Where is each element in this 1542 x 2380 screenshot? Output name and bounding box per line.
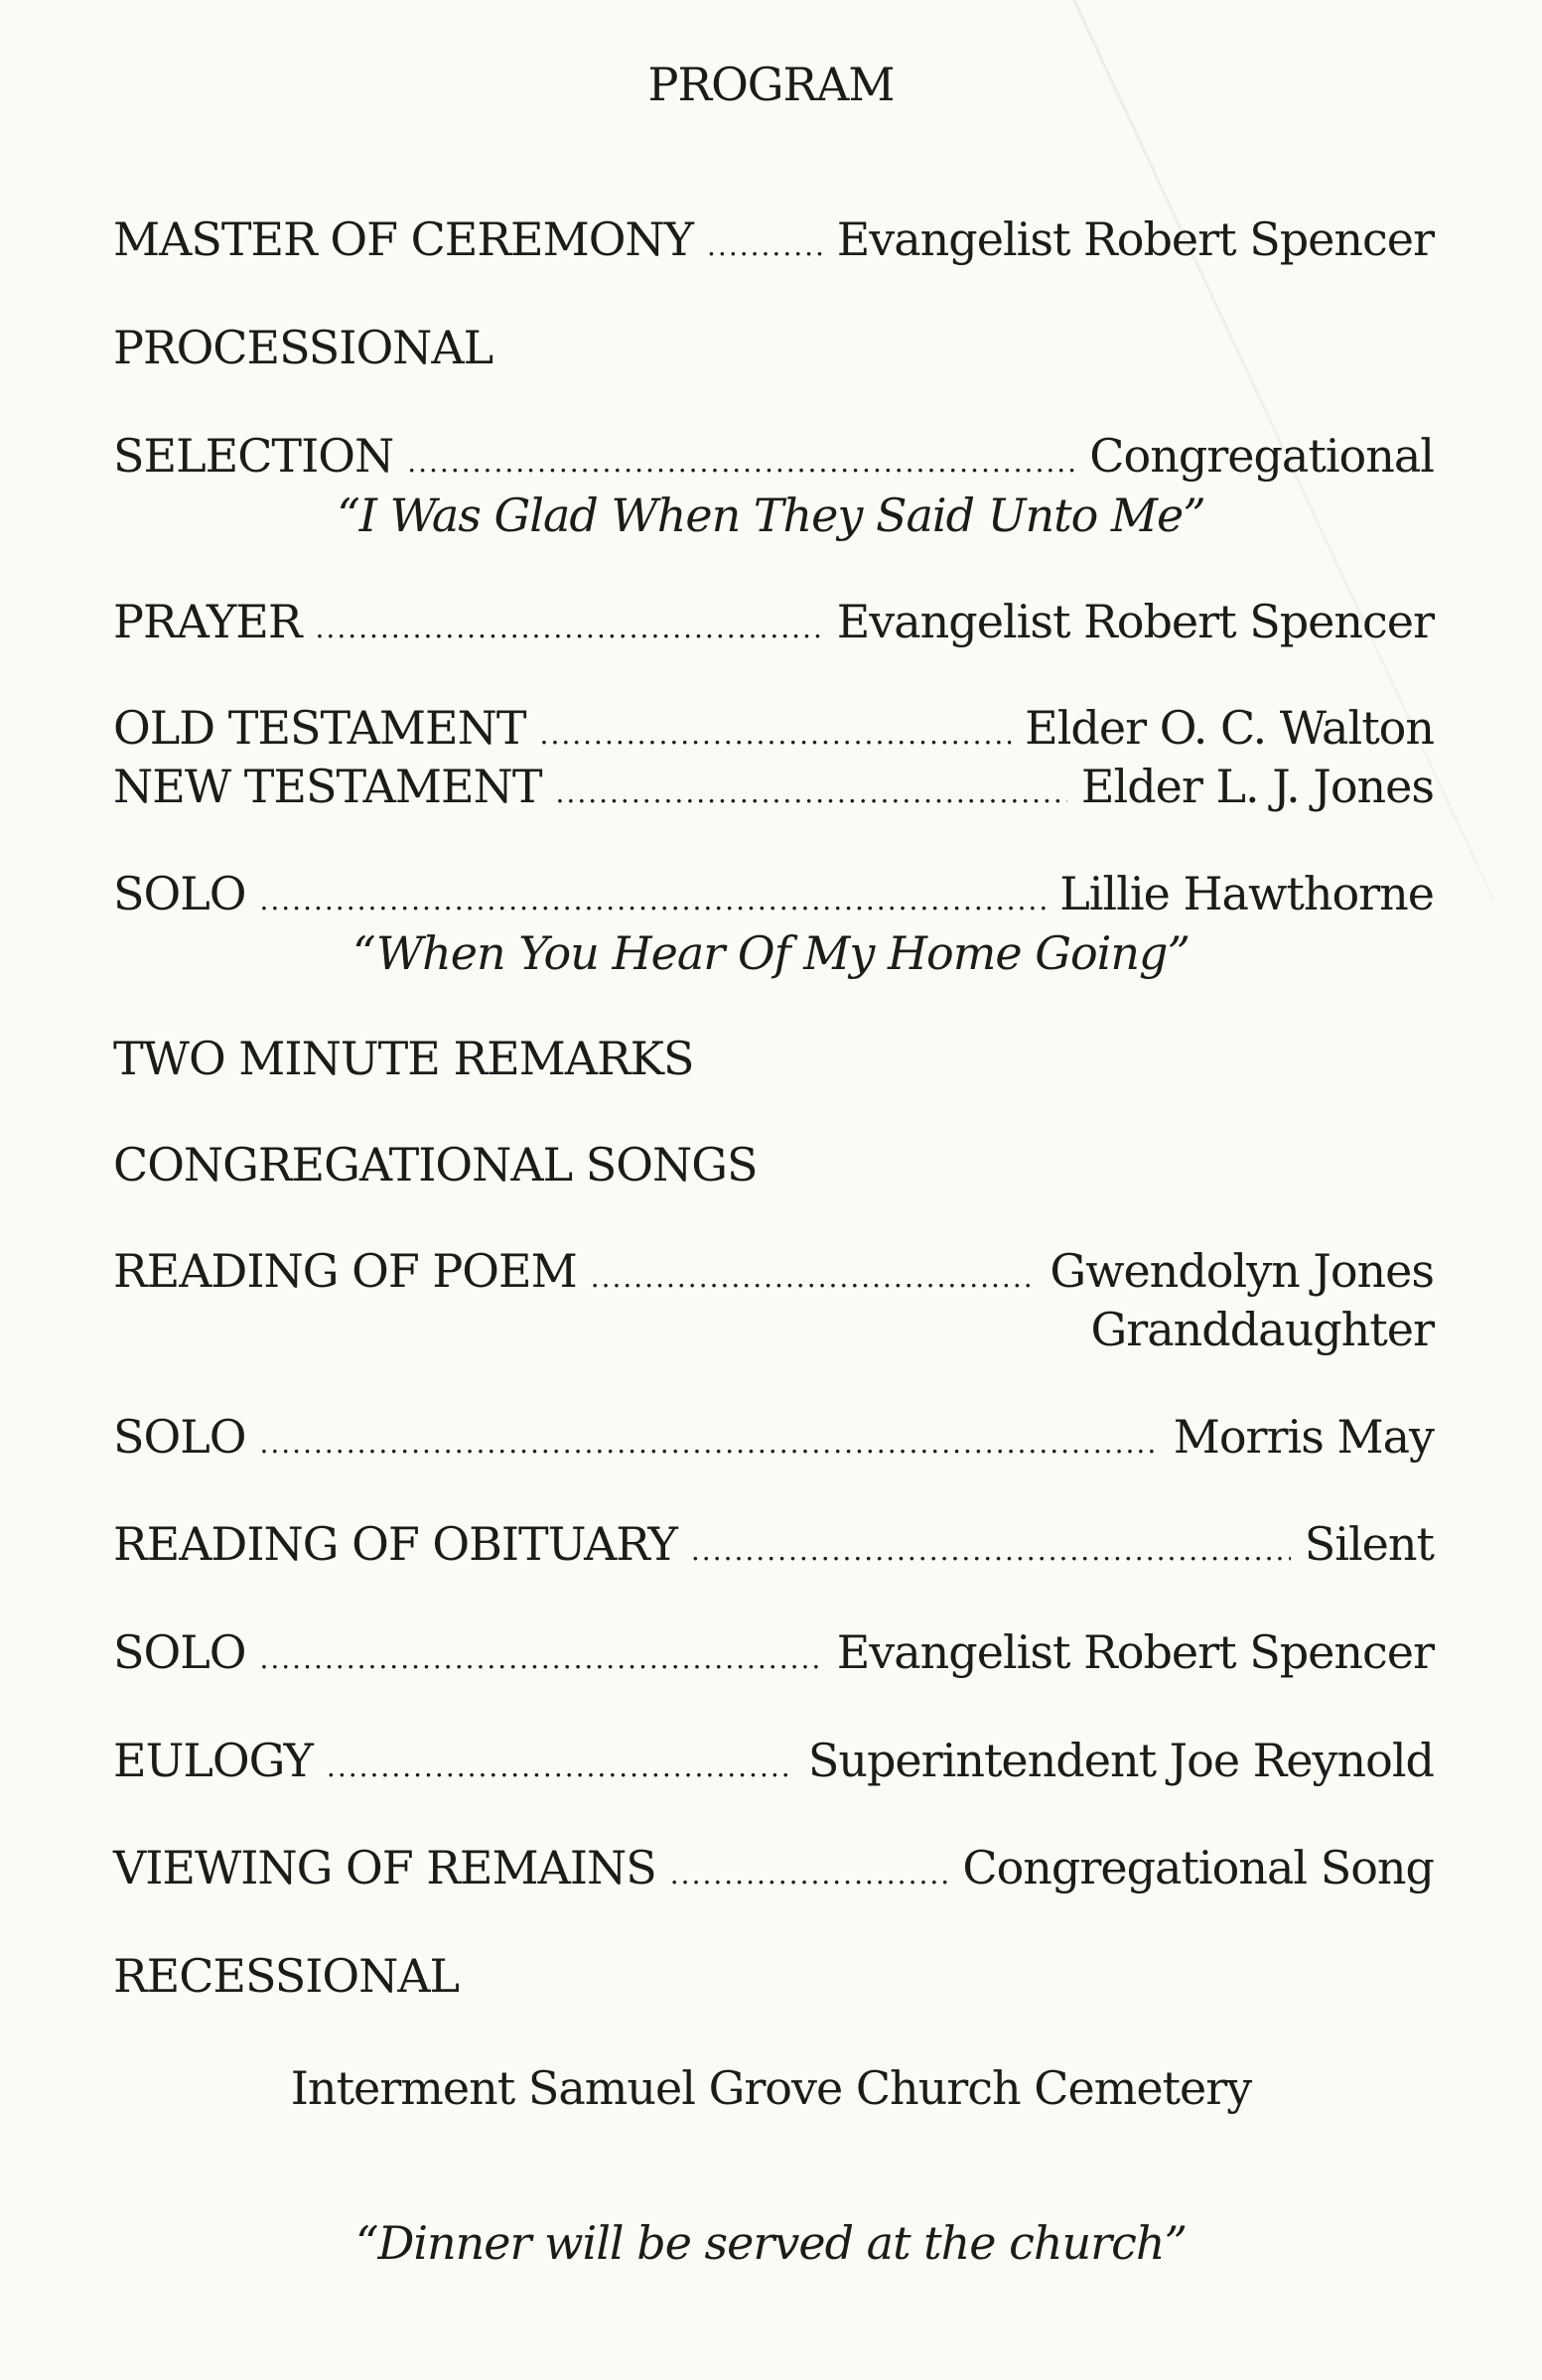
item-label: PRAYER <box>113 595 302 648</box>
item-label: CONGREGATIONAL SONGS <box>113 1138 758 1191</box>
item-participant: Elder L. J. Jones <box>1080 760 1434 813</box>
item-label: MASTER OF CEREMONY <box>113 212 694 266</box>
item-participant: Congregational Song <box>962 1841 1434 1894</box>
item-participant: Lillie Hawthorne <box>1059 867 1434 920</box>
item-label: SOLO <box>113 867 246 920</box>
program-item-reading-of-obituary <box>113 1514 1434 1574</box>
dinner-note: “Dinner will be served at the church” <box>354 2216 1188 2270</box>
item-label: SELECTION <box>113 429 394 483</box>
dot-leader <box>707 216 823 276</box>
item-participant: Gwendolyn Jones <box>1050 1244 1434 1298</box>
page-title: PROGRAM <box>647 58 895 111</box>
dot-leader <box>259 871 1046 930</box>
item-label: RECESSIONAL <box>113 1949 460 2003</box>
program-item-new-testament <box>113 757 1434 816</box>
dot-leader <box>691 1521 1291 1581</box>
item-label: SOLO <box>113 1625 246 1679</box>
item-label: NEW TESTAMENT <box>113 760 542 813</box>
item-label: VIEWING OF REMAINS <box>113 1841 656 1894</box>
program-item-congregational-songs <box>113 1135 1434 1194</box>
program-item-eulogy <box>113 1731 1434 1790</box>
item-participant: Congregational <box>1089 429 1434 483</box>
item-participant: Morris May <box>1173 1410 1434 1464</box>
program-item-reading-of-poem <box>113 1241 1434 1301</box>
program-item-prayer <box>113 592 1434 651</box>
program-item-old-testament <box>113 698 1434 758</box>
dot-leader <box>259 1629 822 1689</box>
dot-leader <box>316 599 823 658</box>
program-item-solo-1 <box>113 864 1434 923</box>
item-participant: Superintendent Joe Reynold <box>807 1734 1434 1787</box>
item-label: PROCESSIONAL <box>113 321 493 374</box>
dot-leader <box>670 1845 949 1904</box>
item-label: SOLO <box>113 1410 246 1464</box>
item-label: READING OF POEM <box>113 1244 577 1298</box>
program-item-selection <box>113 426 1434 486</box>
program-item-solo-3 <box>113 1622 1434 1682</box>
dot-leader <box>259 1414 1159 1473</box>
item-label: EULOGY <box>113 1734 313 1787</box>
program-item-recessional <box>113 1946 1434 2006</box>
program-item-viewing-of-remains <box>113 1838 1434 1897</box>
item-participant: Evangelist Robert Spencer <box>836 212 1434 266</box>
dot-leader <box>591 1248 1037 1308</box>
song-title: “I Was Glad When They Said Unto Me” <box>337 489 1205 542</box>
interment-line: Interment Samuel Grove Church Cemetery <box>290 2061 1252 2115</box>
program-item-master-of-ceremony <box>113 210 1434 269</box>
item-participant: Silent <box>1304 1517 1434 1571</box>
item-label: TWO MINUTE REMARKS <box>113 1032 694 1085</box>
participant-relation: Granddaughter <box>1090 1303 1434 1356</box>
item-participant: Elder O. C. Walton <box>1025 701 1434 755</box>
program-item-solo-2 <box>113 1407 1434 1467</box>
dot-leader <box>407 433 1075 492</box>
program-item-processional <box>113 318 1434 377</box>
program-item-two-minute-remarks <box>113 1029 1434 1088</box>
song-title: “When You Hear Of My Home Going” <box>352 926 1190 980</box>
item-label: READING OF OBITUARY <box>113 1517 677 1571</box>
dot-leader <box>327 1738 794 1797</box>
item-participant: Evangelist Robert Spencer <box>836 1625 1434 1679</box>
item-label: OLD TESTAMENT <box>113 701 526 755</box>
item-participant: Evangelist Robert Spencer <box>836 595 1434 648</box>
dot-leader <box>556 764 1067 823</box>
dot-leader <box>540 705 1012 765</box>
